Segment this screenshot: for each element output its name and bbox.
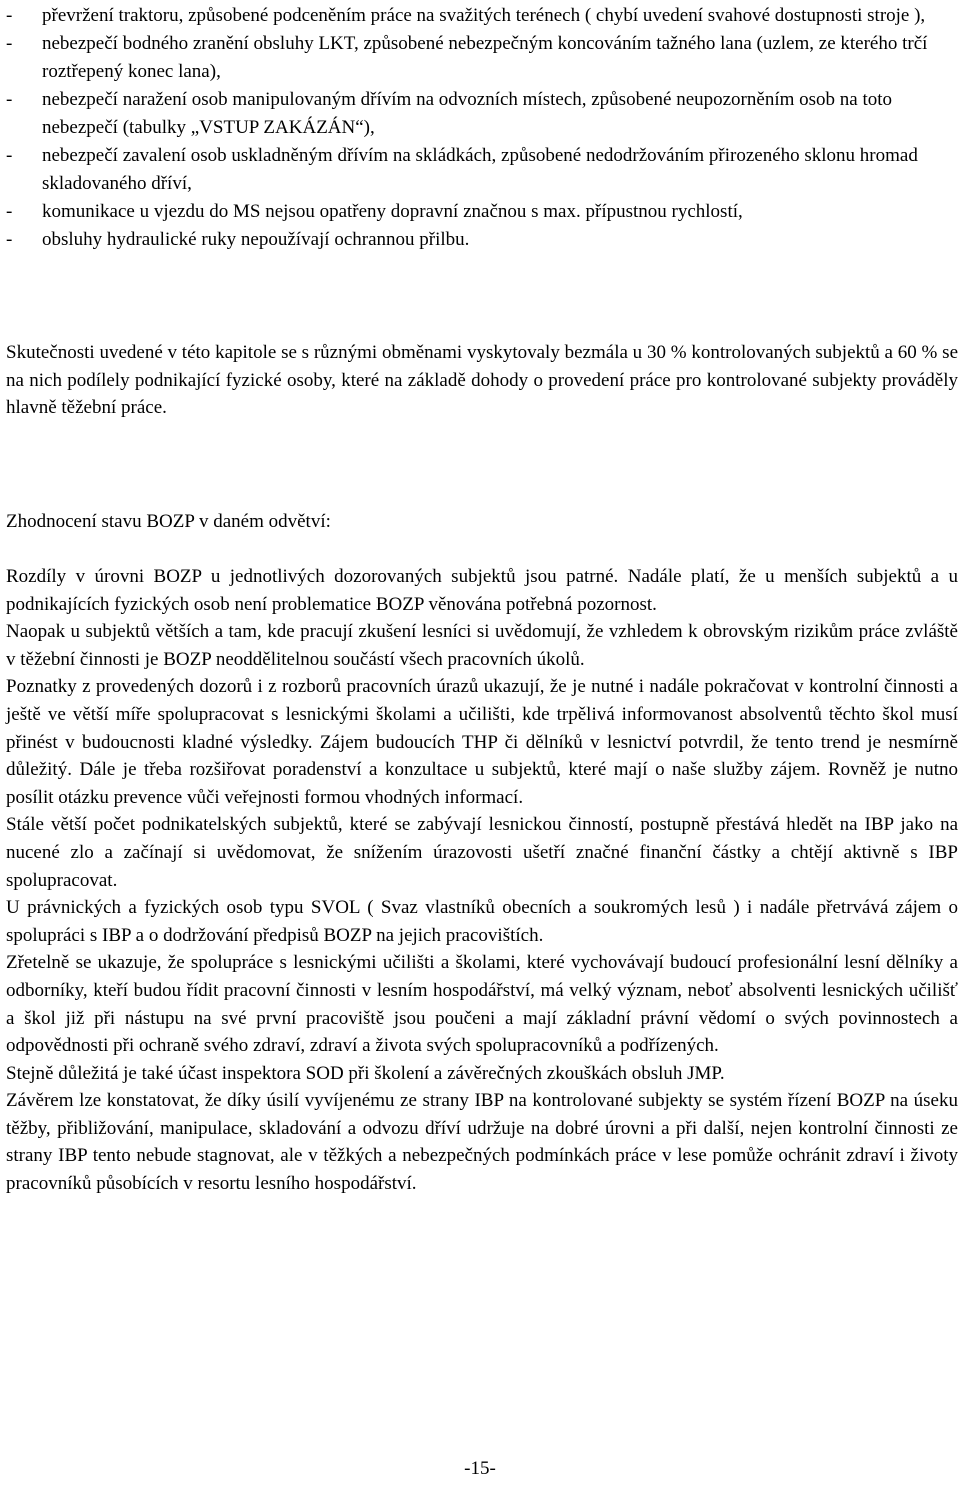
list-item: - nebezpečí zavalení osob uskladněným dřívím na skládkách, způsobené nedodržováním přirozeného sklonu hromad skladovaného dříví, [6,145,918,194]
evaluation-body [6,563,958,1198]
body-paragraph: Zřetelně se ukazuje, že spolupráce s lesnickými učilišti a školami, které vychovávají budoucí profesionální lesní dělníky a odborníky, kteří budou řídit pracovní činnosti v lesním hospodářství, má velký význam, neboť absolventi lesnických učilišť a škol již při nástupu na své první pracoviště jsou poučeni a mají základní právní vědomí o svých povinnostech a odpovědnosti při ochraně svého zdraví, zdraví a života svých spolupracovníků a podřízených. [6,952,958,1057]
body-paragraph: Poznatky z provedených dozorů i z rozborů pracovních úrazů ukazují, že je nutné i nadále pokračovat v kontrolní činnosti a ještě ve větší míře spolupracovat s lesnickými školami a učilišti, kde trpělivá informovanost absolventů těchto škol musí přinést v budoucnosti kladné výsledky. Zájem budoucích THP či dělníků v lesnictví potvrdil, že tento trend je nesmírně důležitý. Dále je třeba rozšiřovat poradenství a konzultace u subjektů, které mají o naše služby zájem. Rovněž je nutno posílit otázku prevence vůči veřejnosti formou vhodných informací. [6,676,958,808]
body-paragraph: Stále větší počet podnikatelských subjektů, které se zabývají lesnickou činností, postupně přestává hledět na IBP jako na nucené zlo a začínají si uvědomovat, že snížením úrazovosti ušetří značné finanční částky a chtějí aktivně s IBP spolupracovat. [6,814,958,891]
body-paragraph: Závěrem lze konstatovat, že díky úsilí vyvíjenému ze strany IBP na kontrolované subjekty se systém řízení BOZP na úseku těžby, přibližování, manipulace, skladování a odvozu dříví udržuje na dobré úrovni a při další, nejen kontrolní činnosti ze strany IBP tento nebude stagnovat, ale v těžkých a nebezpečných podmínkách práce v lese pomůže ochránit zdraví i životy pracovníků působících v resortu lesního hospodářství. [6,1090,958,1195]
list-item: - obsluhy hydraulické ruky nepoužívají ochrannou přilbu. [6,229,470,250]
list-item: - nebezpečí naražení osob manipulovaným dřívím na odvozních místech, způsobené neupozorněním osob na toto nebezpečí (tabulky „VSTUP ZAKÁZÁN“), [6,89,893,138]
page-number: -15- [464,1458,496,1479]
body-paragraph: Rozdíly v úrovni BOZP u jednotlivých dozorovaných subjektů jsou patrné. Nadále platí, že u menších subjektů a u podnikajících fyzických osob není problematice BOZP věnována potřebná pozornost. [6,566,958,615]
body-paragraph: Naopak u subjektů větších a tam, kde pracují zkušení lesníci si uvědomují, že vzhledem k obrovským rizikům práce zvláště v těžební činnosti je BOZP neoddělitelnou součástí všech pracovních úkolů. [6,621,958,670]
body-paragraph: U právnických a fyzických osob typu SVOL ( Svaz vlastníků obecních a soukromých lesů ) i nadále přetrvává zájem o spolupráci s IBP a o dodržování předpisů BOZP na jejich pracovištích. [6,897,958,946]
intro-section [6,339,958,422]
section-heading: Zhodnocení stavu BOZP v daném odvětví: [6,511,331,532]
list-item: - převržení traktoru, způsobené podceněním práce na svažitých terénech ( chybí uvedení svahové dostupnosti stroje ), [6,5,926,26]
intro-paragraph: Skutečnosti uvedené v této kapitole se s různými obměnami vyskytovaly bezmála u 30 % kontrolovaných subjektů a 60 % se na nich podílely podnikající fyzické osoby, které na základě dohody o provedení práce pro kontrolované subjekty prováděly hlavně těžební práce. [6,342,958,419]
list-item: - komunikace u vjezdu do MS nejsou opatřeny dopravní značnou s max. přípustnou rychlostí, [6,201,743,222]
evaluation-heading-section [6,508,958,536]
list-item: - nebezpečí bodného zranění obsluhy LKT, způsobené nebezpečným koncováním tažného lana (uzlem, ze kterého trčí roztřepený konec lana), [6,33,928,82]
hazard-list [6,2,958,254]
body-paragraph: Stejně důležitá je také účast inspektora SOD při školení a závěrečných zkouškách obsluh JMP. [6,1062,725,1084]
